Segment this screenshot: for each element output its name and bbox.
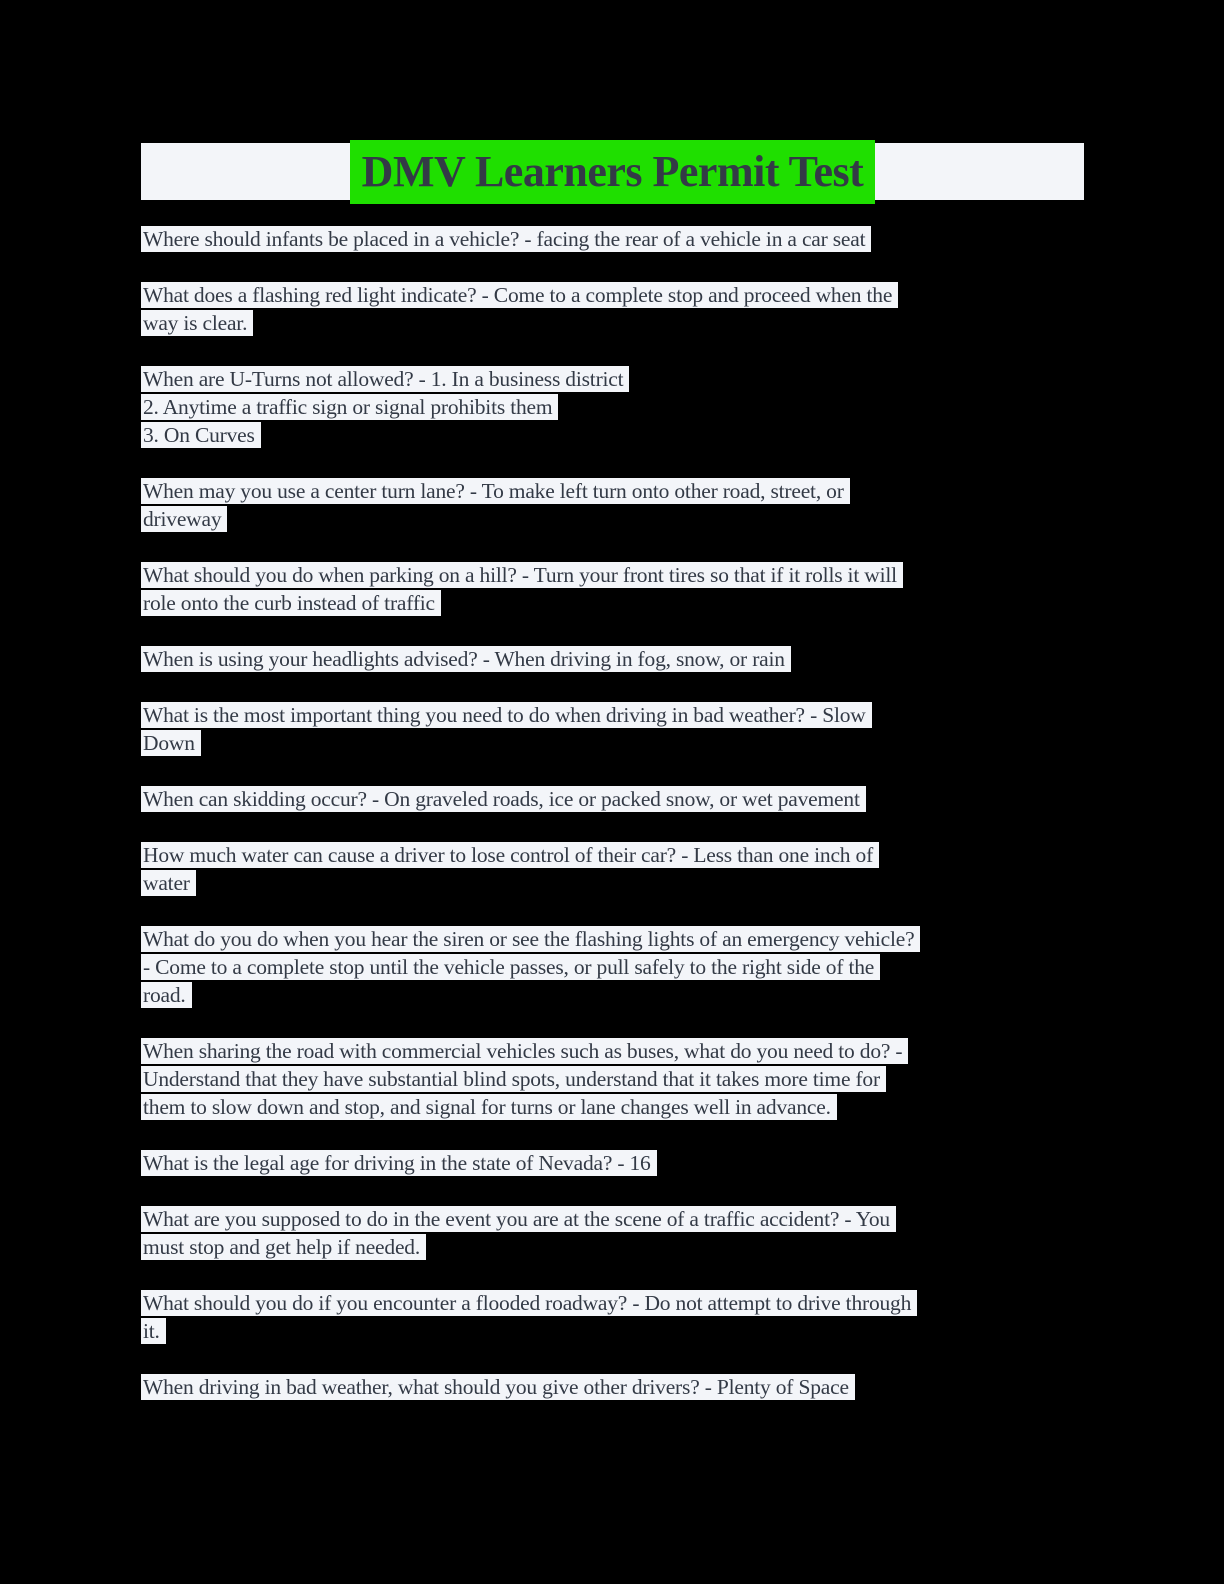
title-bar (141, 143, 1084, 200)
qa-line (141, 646, 1101, 674)
qa-item (141, 562, 1101, 618)
qa-item (141, 478, 1101, 534)
qa-item (141, 1038, 1101, 1122)
page-title: DMV Learners Permit Test (350, 140, 876, 204)
qa-line-text: What does a flashing red light indicate? - Come to a complete stop and proceed when the (141, 282, 898, 308)
qa-line-text: driveway (141, 506, 227, 532)
qa-line (141, 282, 1101, 310)
qa-line-text: road. (141, 982, 192, 1008)
qa-item (141, 366, 1101, 450)
qa-line-text: What should you do when parking on a hill? - Turn your front tires so that if it rolls it will (141, 562, 903, 588)
qa-line (141, 730, 1101, 758)
qa-line (141, 1094, 1101, 1122)
qa-line-text: When may you use a center turn lane? - To make left turn onto other road, street, or (141, 478, 850, 504)
qa-line-text: - Come to a complete stop until the vehicle passes, or pull safely to the right side of the (141, 954, 880, 980)
qa-line (141, 366, 1101, 394)
qa-line (141, 1150, 1101, 1178)
qa-line-text: water (141, 870, 196, 896)
qa-line (141, 226, 1101, 254)
qa-line (141, 478, 1101, 506)
qa-item (141, 702, 1101, 758)
qa-line-text: What should you do if you encounter a flooded roadway? - Do not attempt to drive through (141, 1290, 917, 1316)
qa-line (141, 1066, 1101, 1094)
qa-line-text: Understand that they have substantial blind spots, understand that it takes more time for (141, 1066, 886, 1092)
qa-line-text: way is clear. (141, 310, 253, 336)
qa-line (141, 1206, 1101, 1234)
qa-line (141, 1374, 1101, 1402)
qa-line (141, 562, 1101, 590)
qa-item (141, 1374, 1101, 1402)
qa-line-text: 3. On Curves (141, 422, 261, 448)
qa-line-text: When is using your headlights advised? - When driving in fog, snow, or rain (141, 646, 791, 672)
qa-line-text: When sharing the road with commercial vehicles such as buses, what do you need to do? - (141, 1038, 908, 1064)
qa-line-text: role onto the curb instead of traffic (141, 590, 441, 616)
qa-line-text: them to slow down and stop, and signal for turns or lane changes well in advance. (141, 1094, 837, 1120)
qa-line (141, 1318, 1101, 1346)
qa-item (141, 226, 1101, 254)
qa-item (141, 282, 1101, 338)
qa-line-text: What are you supposed to do in the event you are at the scene of a traffic accident? - You (141, 1206, 896, 1232)
qa-line (141, 310, 1101, 338)
qa-line-text: How much water can cause a driver to lose control of their car? - Less than one inch of (141, 842, 879, 868)
qa-line-text: When driving in bad weather, what should you give other drivers? - Plenty of Space (141, 1374, 855, 1400)
qa-item (141, 926, 1101, 1010)
qa-line-text: 2. Anytime a traffic sign or signal prohibits them (141, 394, 558, 420)
qa-line (141, 422, 1101, 450)
qa-line (141, 702, 1101, 730)
qa-line (141, 982, 1101, 1010)
qa-line (141, 1290, 1101, 1318)
qa-line-text: What do you do when you hear the siren or see the flashing lights of an emergency vehicle? (141, 926, 920, 952)
qa-line-text: When can skidding occur? - On graveled roads, ice or packed snow, or wet pavement (141, 786, 866, 812)
qa-item (141, 786, 1101, 814)
qa-line (141, 394, 1101, 422)
qa-line-text: it. (141, 1318, 166, 1344)
qa-line-text: What is the most important thing you need to do when driving in bad weather? - Slow (141, 702, 872, 728)
qa-item (141, 1206, 1101, 1262)
qa-line (141, 870, 1101, 898)
qa-line-text: Down (141, 730, 201, 756)
qa-list (141, 226, 1101, 1430)
qa-line (141, 842, 1101, 870)
qa-line (141, 506, 1101, 534)
qa-line (141, 954, 1101, 982)
qa-line-text: Where should infants be placed in a vehicle? - facing the rear of a vehicle in a car seat (141, 226, 871, 252)
qa-line (141, 1234, 1101, 1262)
qa-item (141, 842, 1101, 898)
qa-line-text: What is the legal age for driving in the state of Nevada? - 16 (141, 1150, 657, 1176)
qa-line (141, 1038, 1101, 1066)
qa-line (141, 786, 1101, 814)
qa-item (141, 1150, 1101, 1178)
qa-line-text: When are U-Turns not allowed? - 1. In a business district (141, 366, 629, 392)
qa-line (141, 590, 1101, 618)
qa-item (141, 646, 1101, 674)
qa-line (141, 926, 1101, 954)
qa-line-text: must stop and get help if needed. (141, 1234, 426, 1260)
qa-item (141, 1290, 1101, 1346)
